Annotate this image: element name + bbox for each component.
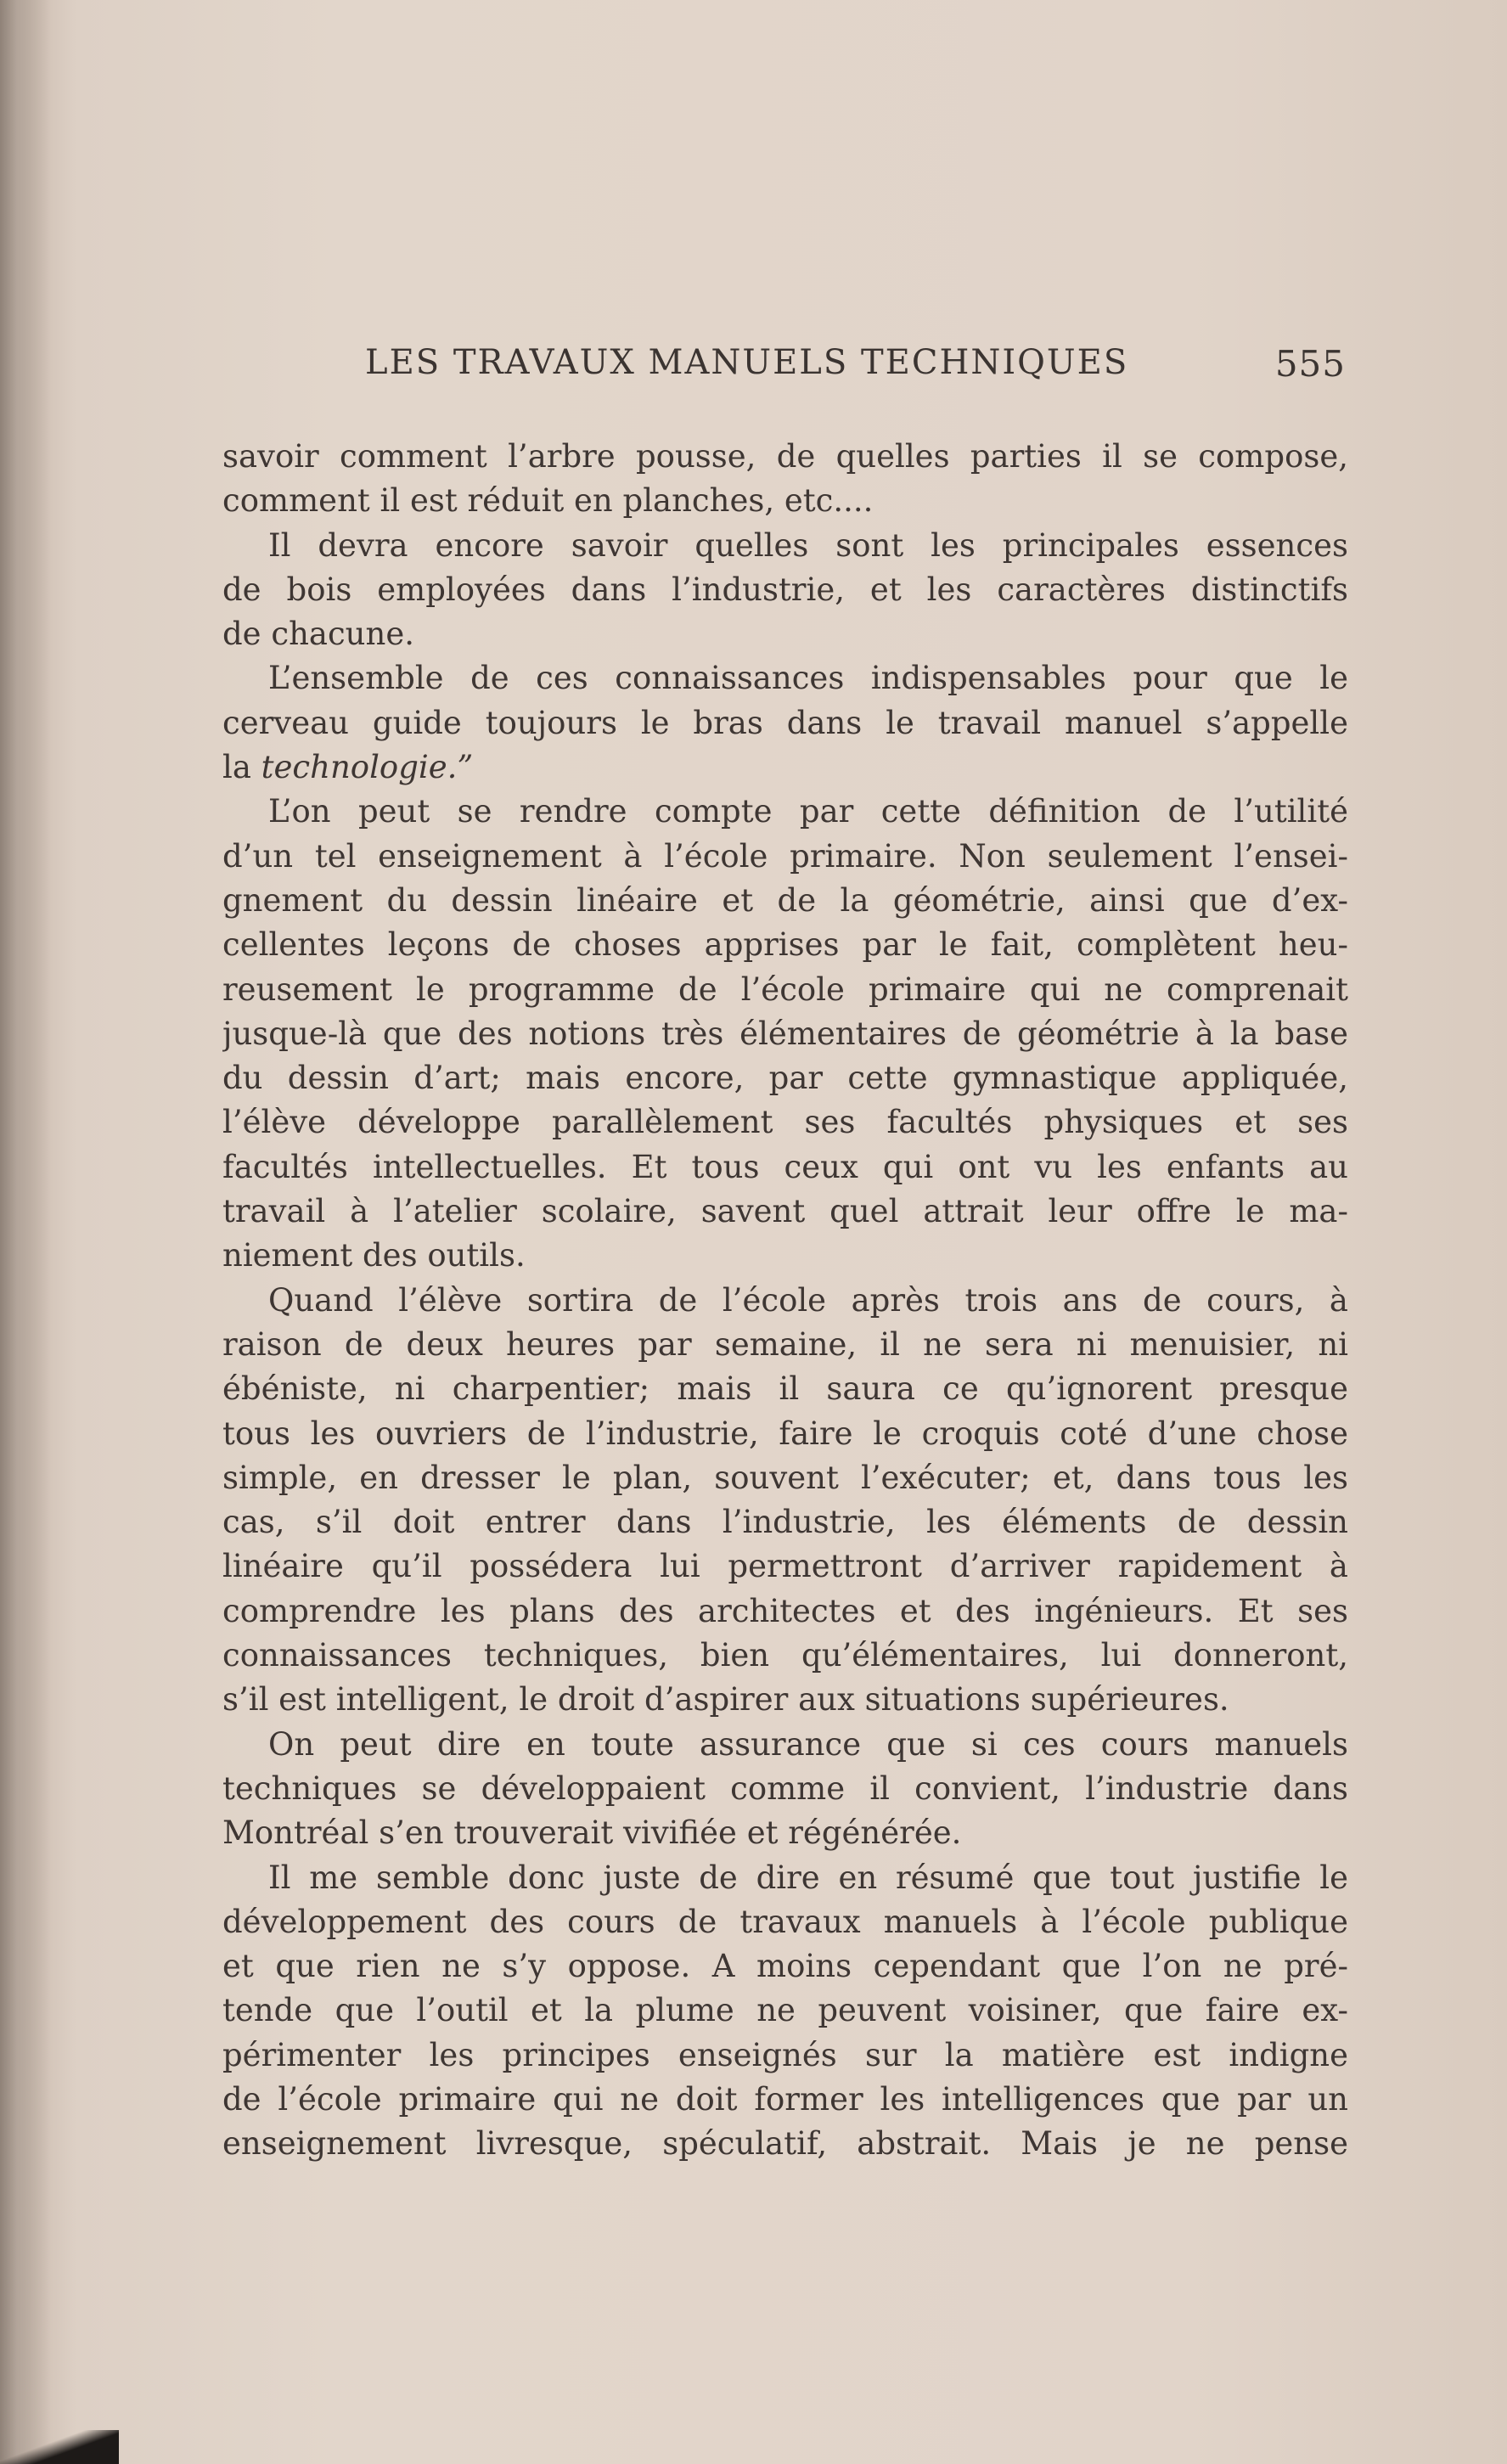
text-line: Montréal s’en trouverait vivifiée et régénérée.	[222, 1814, 962, 1852]
text-line: niement des outils.	[222, 1237, 526, 1274]
text-line: jusque-là que des notions très élémentaires de géométrie à la base	[222, 1015, 1348, 1052]
text-line: travail à l’atelier scolaire, savent quel attrait leur offre le ma-	[222, 1193, 1348, 1230]
text-line: linéaire qu’il possédera lui permettront d’arriver rapidement à	[222, 1548, 1348, 1585]
text-line: Quand l’élève sortira de l’école après trois ans de cours, à	[268, 1281, 1348, 1319]
text-line: et que rien ne s’y oppose. A moins cependant que l’on ne pré-	[222, 1948, 1348, 1985]
text-line: Il devra encore savoir quelles sont les principales essences	[268, 526, 1348, 564]
body-text	[222, 435, 1348, 2167]
text-line-technologie: la technologie.”	[222, 749, 474, 786]
text-line: facultés intellectuelles. Et tous ceux qui ont vu les enfants au	[222, 1148, 1348, 1185]
text-line: L’on peut se rendre compte par cette définition de l’utilité	[268, 793, 1348, 830]
text-line: simple, en dresser le plan, souvent l’exécuter; et, dans tous les	[222, 1459, 1348, 1496]
text-line: comment il est réduit en planches, etc....	[222, 482, 874, 520]
text-line: de bois employées dans l’industrie, et les caractères distinctifs	[222, 571, 1348, 608]
text-line: de l’école primaire qui ne doit former les intelligences que par un	[222, 2080, 1348, 2118]
text-line: du dessin d’art; mais encore, par cette gymnastique appliquée,	[222, 1060, 1348, 1097]
text-line: tous les ouvriers de l’industrie, faire le croquis coté d’une chose	[222, 1415, 1348, 1452]
text-line: s’il est intelligent, le droit d’aspirer aux situations supérieures.	[222, 1681, 1229, 1719]
page-header	[365, 343, 1346, 394]
text-line: gnement du dessin linéaire et de la géométrie, ainsi que d’ex-	[222, 881, 1348, 919]
text-line: d’un tel enseignement à l’école primaire. Non seulement l’ensei-	[222, 837, 1348, 875]
text-line: cellentes leçons de choses apprises par le fait, complètent heu-	[222, 926, 1348, 964]
page-corner-shadow	[0, 2430, 119, 2464]
text-line: ébéniste, ni charpentier; mais il saura ce qu’ignorent presque	[222, 1370, 1348, 1408]
text-line: Il me semble donc juste de dire en résumé que tout justifie le	[268, 1859, 1348, 1896]
text-line: On peut dire en toute assurance que si ces cours manuels	[268, 1725, 1348, 1763]
italic-technologie: technologie.”	[261, 749, 474, 786]
text-line: comprendre les plans des architectes et des ingénieurs. Et ses	[222, 1592, 1348, 1629]
text-line: enseignement livresque, spéculatif, abstrait. Mais je ne pense	[222, 2125, 1348, 2163]
text-line: cerveau guide toujours le bras dans le travail manuel s’appelle	[222, 704, 1348, 741]
text-line: reusement le programme de l’école primaire qui ne comprenait	[222, 970, 1348, 1008]
text-line: connaissances techniques, bien qu’élémentaires, lui donneront,	[222, 1637, 1348, 1674]
text-line: savoir comment l’arbre pousse, de quelles parties il se compose,	[222, 438, 1348, 475]
text-line: de chacune.	[222, 616, 414, 653]
text-line: périmenter les principes enseignés sur la matière est indigne	[222, 2036, 1348, 2073]
text-line: raison de deux heures par semaine, il ne sera ni menuisier, ni	[222, 1325, 1348, 1363]
running-head: LES TRAVAUX MANUELS TECHNIQUES	[365, 343, 1129, 382]
gutter-shadow	[0, 0, 51, 2464]
text-line: tende que l’outil et la plume ne peuvent voisiner, que faire ex-	[222, 1992, 1348, 2029]
text-line: cas, s’il doit entrer dans l’industrie, les éléments de dessin	[222, 1504, 1348, 1541]
text-line: l’élève développe parallèlement ses facultés physiques et ses	[222, 1104, 1348, 1141]
page-number: 555	[1274, 343, 1346, 385]
text-line: techniques se développaient comme il convient, l’industrie dans	[222, 1769, 1348, 1807]
text-line: développement des cours de travaux manuels à l’école publique	[222, 1903, 1348, 1940]
text-line: L’ensemble de ces connaissances indispensables pour que le	[268, 660, 1348, 697]
